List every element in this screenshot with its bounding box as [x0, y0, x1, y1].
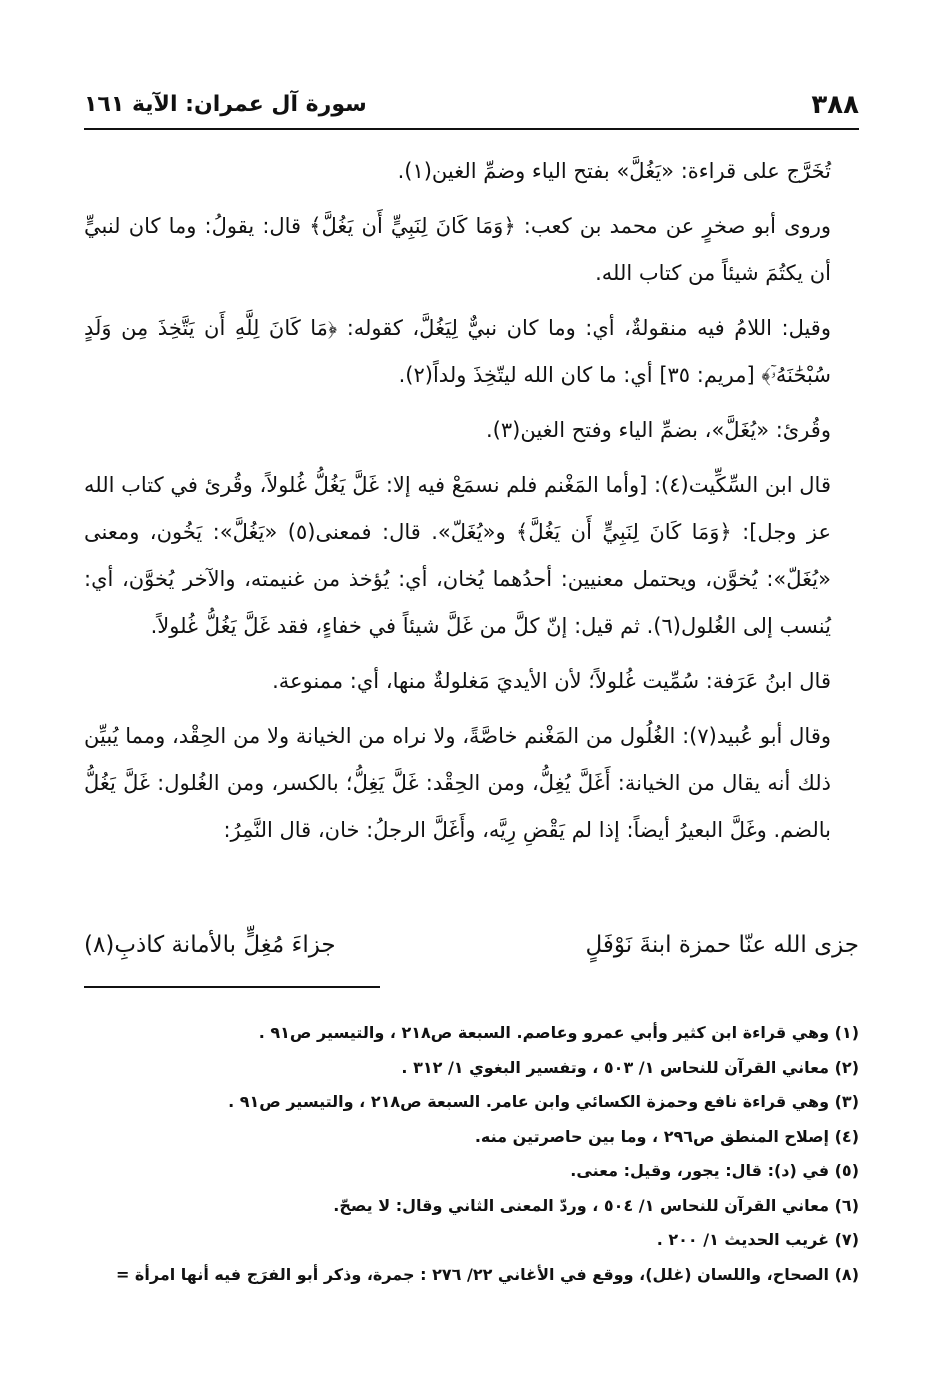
running-header [84, 84, 859, 128]
footnote: (٢) معاني القرآن للنحاس ١/ ٥٠٣ ، وتفسير البغوي ١/ ٣١٢ . [401, 1057, 859, 1077]
footnote: (٤) إصلاح المنطق ص٢٩٦ ، وما بين حاصرتين منه. [474, 1126, 859, 1146]
paragraph: وقيل: اللامُ فيه منقولةٌ، أي: وما كان نبيٌّ لِيَغُلَّ، كقوله: ﴿مَا كَانَ لِلَّهِ أَن يَتَّخِذَ مِن وَلَدٍ سُبْحَٰنَهُۥٓ﴾ [مريم: ٣٥] أي: ما كان الله ليتّخِذَ ولداً(٢). [84, 316, 831, 387]
paragraph: وقال أبو عُبيد(٧): الغُلُول من المَغْنم خاصَّةً، ولا نراه من الخيانة ولا من الحِقْد، ومما يُبيِّن ذلك أنه يقال من الخيانة: أَغَلَّ يُغِلُّ، ومن الحِقْد: غَلَّ يَغِلُّ؛ بالكسر، ومن الغُلول: غَلَّ يَغُلُّ بالضم. وغَلَّ البعيرُ أيضاً: إذا لم يَقْضِ رِيَّه، وأَغَلَّ الرجلُ: خان، قال النَّمِرُ: [84, 724, 831, 842]
footnotes [84, 1016, 859, 1292]
paragraph: وروى أبو صخرٍ عن محمد بن كعب: ﴿وَمَا كَانَ لِنَبِيٍّ أَن يَغُلَّ﴾ قال: يقولُ: وما كان لنبيٍّ أن يكتُمَ شيئاً من كتاب الله. [84, 214, 831, 285]
paragraph: قال ابنُ عَرَفة: سُمِّيت غُلولاً؛ لأن الأيديَ مَغلولةٌ منها، أي: ممنوعة. [272, 669, 831, 693]
header-divider [84, 128, 859, 130]
main-text [84, 148, 859, 862]
surah-title: سورة آل عمران: الآية ١٦١ [84, 92, 367, 117]
verse-second-hemistich: جزاءَ مُغِلٍّ بالأمانة كاذبِ(٨) [84, 932, 336, 958]
paragraph: تُخَرَّج على قراءة: «يَغُلَّ» بفتح الياء وضمِّ الغين(١). [397, 159, 831, 183]
footnote: (١) وهي قراءة ابن كثير وأبي عمرو وعاصم. السبعة ص٢١٨ ، والتيسير ص٩١ . [258, 1023, 859, 1042]
footnote: (٥) في (د): قال: يجور، وقيل: معنى. [570, 1161, 859, 1180]
footnote: (٧) غريب الحديث ١/ ٢٠٠ . [656, 1230, 859, 1249]
verse-first-hemistich: جزى الله عنّا حمزة ابنةَ نَوْفَلٍ [585, 932, 859, 958]
footnote-divider [84, 986, 380, 988]
footnote: (٣) وهي قراءة نافع وحمزة الكسائي وابن عامر. السبعة ص٢١٨ ، والتيسير ص٩١ . [228, 1092, 859, 1111]
poetry-verse [84, 924, 859, 980]
footnote: (٨) الصحاح، واللسان (غلل)، ووقع في الأغاني ٢٢/ ٢٧٦ : جمرة، وذكر أبو الفرَج فيه أنها امرأة = [115, 1264, 859, 1284]
paragraph: قال ابن السِّكِّيت(٤): [وأما المَغْنم فلم نسمَعْ فيه إلا: غَلَّ يَغُلُّ غُلولاً، وقُرئ في كتاب الله عز وجل]: ﴿وَمَا كَانَ لِنَبِيٍّ أَن يَغُلَّ﴾ و«يُغَلّ». قال: فمعنى(٥) «يَغُلَّ»: يَخُون، ومعنى «يُغَلّ»: يُخوَّن، ويحتمل معنيين: أحدُهما يُخان، أي: يُؤخذ من غنيمته، والآخر يُخوَّن، أي: يُنسب إلى الغُلول(٦). ثم قيل: إنّ كلَّ من غَلَّ شيئاً في خفاءٍ، فقد غَلَّ يَغُلُّ غُلولاً. [84, 473, 832, 638]
page-number: ٣٨٨ [811, 90, 859, 120]
footnote: (٦) معاني القرآن للنحاس ١/ ٥٠٤ ، وردّ المعنى الثاني وقال: لا يصحّ. [333, 1195, 859, 1215]
paragraph: وقُرئ: «يُغَلَّ»، بضمِّ الياء وفتح الغين(٣). [486, 418, 831, 442]
